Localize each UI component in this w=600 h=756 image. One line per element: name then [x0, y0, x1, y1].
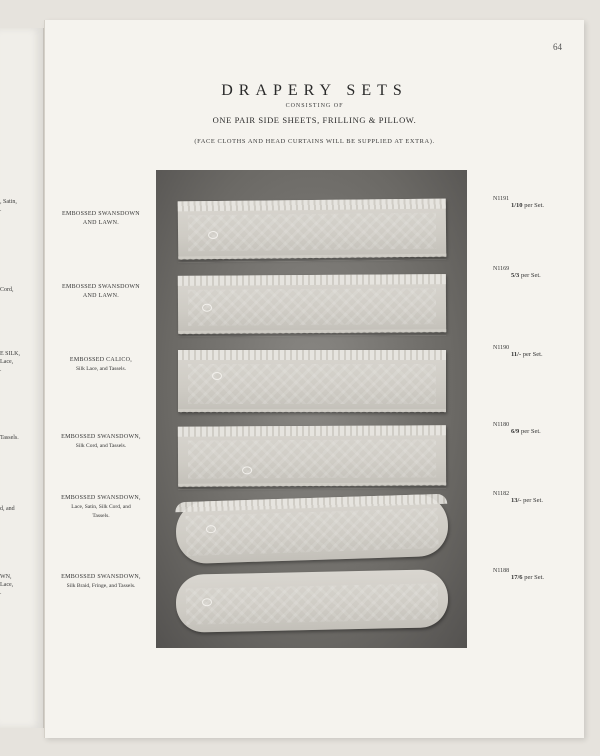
item-code: N1188 — [493, 568, 510, 574]
item-description — [45, 494, 157, 521]
left-fragment: d, and — [0, 506, 15, 512]
item-description — [45, 573, 157, 591]
previous-page-edge — [0, 28, 44, 728]
drapery-sheet-3 — [178, 350, 446, 412]
price-line — [511, 497, 573, 504]
item-price — [493, 266, 573, 279]
page-title: DRAPERY SETS — [221, 82, 408, 99]
description-sub: Silk Lace, and Tassels. — [75, 366, 127, 372]
left-fragment: Tassels. — [0, 435, 19, 441]
item-code: N1182 — [493, 491, 510, 497]
price-value: 6/9 — [511, 428, 520, 435]
subtitle: CONSISTING OF — [285, 103, 344, 109]
description-sub: Silk Braid, Fringe, and Tassels. — [66, 583, 136, 589]
description-main: EMBOSSED SWANSDOWN, — [61, 495, 141, 501]
drapery-photo — [156, 170, 467, 648]
price-value: 13/- — [511, 497, 522, 504]
item-code: N1169 — [493, 266, 510, 272]
price-unit: per Set. — [522, 351, 543, 358]
drapery-sheet-2 — [178, 274, 446, 334]
page-number: 64 — [553, 42, 562, 52]
price-unit: per Set. — [524, 574, 545, 581]
item-price — [493, 345, 573, 358]
item-price — [493, 491, 573, 504]
left-fragment: E SILK, Lace, . — [0, 351, 20, 373]
subtitle-contents: ONE PAIR SIDE SHEETS, FRILLING & PILLOW. — [212, 115, 417, 125]
drapery-sheet-4 — [178, 425, 446, 486]
price-unit: per Set. — [523, 497, 543, 504]
drapery-pillow-5 — [175, 494, 449, 565]
price-line — [511, 202, 573, 209]
item-description — [45, 283, 157, 301]
left-fragment: Cord, — [0, 287, 14, 293]
item-code: N1190 — [493, 345, 510, 351]
description-main: EMBOSSED SWANSDOWN AND LAWN. — [62, 211, 140, 226]
price-line — [511, 428, 573, 435]
description-main: EMBOSSED SWANSDOWN, — [61, 574, 141, 580]
price-value: 11/- — [511, 351, 522, 358]
item-price — [493, 568, 573, 581]
catalogue-page — [44, 20, 584, 738]
item-price — [493, 196, 573, 209]
price-line — [511, 272, 573, 279]
drapery-pillow-6 — [175, 569, 448, 633]
item-description — [45, 433, 157, 451]
item-code: N1191 — [493, 196, 510, 202]
item-description — [45, 356, 157, 374]
left-fragment: , Satin, . — [0, 199, 17, 213]
description-sub: Lace, Satin, Silk Cord, and Tassels. — [71, 504, 131, 519]
price-unit: per Set. — [524, 202, 545, 209]
price-line — [511, 574, 573, 581]
drapery-sheet-1 — [178, 199, 447, 260]
price-value: 5/3 — [511, 272, 520, 279]
left-fragment: WN, Lace, . — [0, 574, 14, 596]
price-value: 17/6 — [511, 574, 523, 581]
price-unit: per Set. — [520, 272, 541, 279]
description-main: EMBOSSED SWANSDOWN, — [61, 434, 141, 440]
extra-note: (FACE CLOTHS AND HEAD CURTAINS WILL BE SUPPLIED AT EXTRA). — [194, 138, 435, 145]
item-description — [45, 210, 157, 228]
price-value: 1/10 — [511, 202, 523, 209]
item-code: N1180 — [493, 422, 510, 428]
price-line — [511, 351, 573, 358]
description-main: EMBOSSED SWANSDOWN AND LAWN. — [62, 284, 140, 299]
item-price — [493, 422, 573, 435]
description-main: EMBOSSED CALICO, — [69, 357, 133, 363]
price-unit: per Set. — [520, 428, 541, 435]
description-sub: Silk Cord, and Tassels. — [75, 443, 127, 449]
